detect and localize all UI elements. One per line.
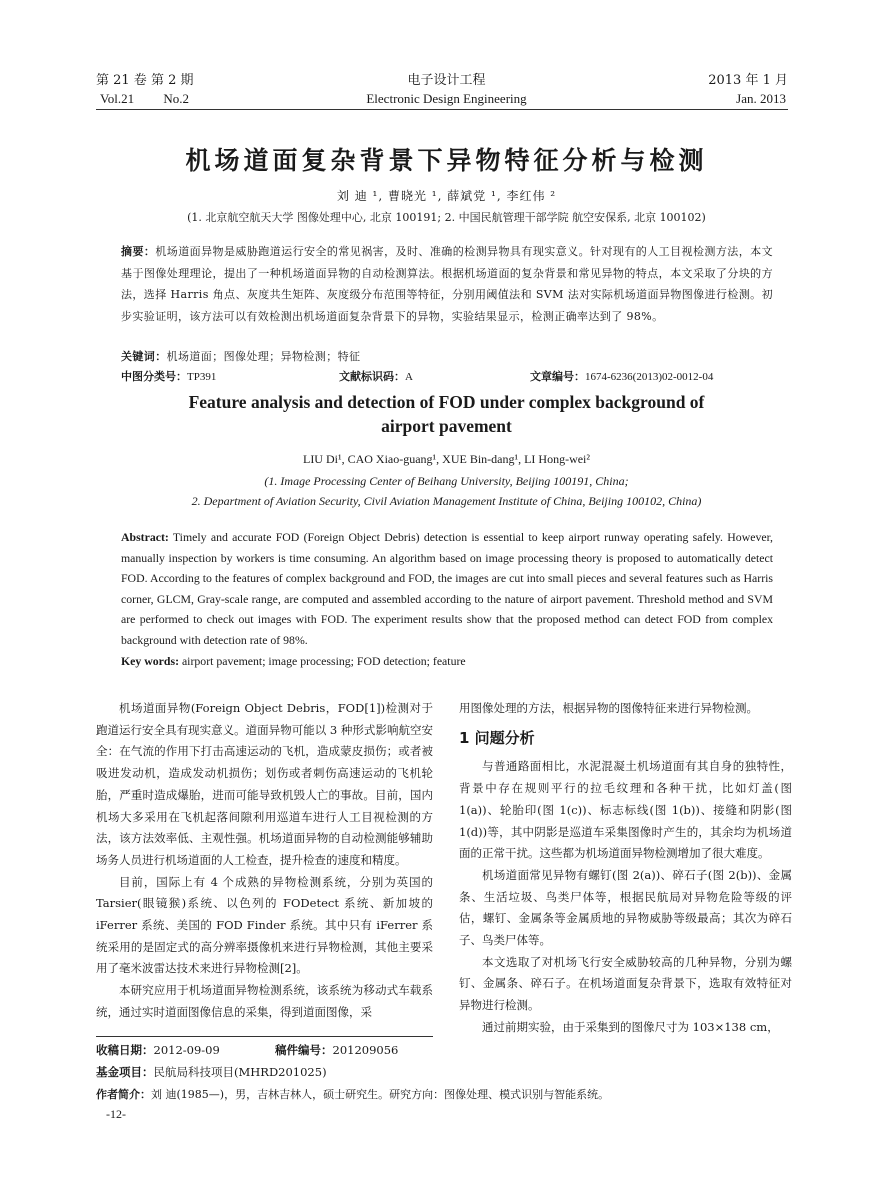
article-value: 1674-6236(2013)02-0012-04: [585, 371, 714, 383]
keywords-cn-label: 关键词：: [121, 350, 167, 363]
received-label: 收稿日期：: [96, 1043, 154, 1057]
right-paragraph-4: 通过前期实验，由于采集到的图像尺寸为 103×138 cm，: [482, 1019, 779, 1034]
header-rule: [96, 109, 788, 110]
clc-value: TP391: [187, 371, 217, 383]
footnote-rule: [96, 1036, 433, 1037]
right-paragraph-3: 本文选取了对机场飞行安全威胁较高的几种异物，分别为螺钉、金属条、碎石子。在机场道面复杂背景下，选取有效特征对异物进行检测。: [459, 954, 792, 1013]
abstract-en-label: Abstract:: [121, 530, 169, 544]
abstract-cn-text: 机场道面异物是威胁跑道运行安全的常见祸害，及时、准确的检测异物具有现实意义。针对现有的人工目视检测方法，本文基于图像处理理论，提出了一种机场道面异物的自动检测算法。根据机场道面的复杂背景和常见异物的特点，本文采取了分块的方法，选择 Harris 角点、灰度共生矩阵、灰度级分布范围等特征，分别用阈值法和 SVM 法对实际机场道面异物图像进行检测。初步实验证明，该方法可以有效检测出机场道面复杂背景下的异物，实验结果显示，检测正确率达到了 98%。: [121, 245, 773, 323]
left-paragraph-2: 目前，国际上有 4 个成熟的异物检测系统，分别为英国的 Tarsier(眼镜猴)系统、以色列的 FODetect 系统、新加坡的 iFerrer 系统、美国的 FOD Finder 系统。其中只有 iFerrer 系统采用的是固定式的高分辨率摄像机来进行异物检测，其他主要采用了毫米波雷达技术来进行异物检测[2]。: [96, 874, 433, 976]
keywords-en-label: Key words:: [121, 654, 179, 668]
doc-label: 文献标识码：: [339, 370, 405, 383]
abstract-en: [121, 527, 773, 651]
title-en-line1: Feature analysis and detection of FOD under complex background of: [188, 392, 705, 412]
authors-cn: 刘 迪 ¹, 曹晓光 ¹, 薛斌党 ¹, 李红伟 ²: [336, 189, 557, 203]
body-right-column: [459, 698, 792, 1039]
keywords-en: [121, 651, 773, 672]
received-date: [96, 1040, 220, 1061]
fund-info: [96, 1062, 327, 1083]
affiliation-en-2: 2. Department of Aviation Security, Civil Aviation Management Institute of China, Beijing 100102, China): [191, 494, 702, 508]
keywords-cn-text: 机场道面；图像处理；异物检测；特征: [166, 350, 361, 363]
clc-label: 中图分类号：: [121, 370, 187, 383]
abstract-en-text: Timely and accurate FOD (Foreign Object Debris) detection is essential to keep airport runway operating safely. However, manually inspection by workers is time consuming. An algorithm based on image processing theory is proposed to automatically detect FOD. According to the features of complex background and FOD, the images are cut into small pieces and several features such as Harris corner, GLCM, Gray-scale range, are computed and assembled according to the nature of airport pavement. Threshold method and SVM are performed to check out images with FOD. The experiment results show that the proposed method can detect FOD from complex background with detection rate of 98%.: [121, 530, 773, 647]
received-value: 2012-09-09: [153, 1043, 220, 1057]
bio-label: 作者简介：: [96, 1088, 151, 1101]
header-volume-en: Vol.21 No.2: [100, 91, 189, 106]
body-left-column: [96, 698, 433, 1024]
header-journal-cn: 电子设计工程: [407, 73, 486, 88]
manuscript-number: [275, 1040, 398, 1061]
manuscript-label: 稿件编号：: [275, 1043, 333, 1057]
fund-value: 民航局科技项目(MHRD201025): [153, 1065, 327, 1079]
article-number: [530, 368, 713, 384]
title-en-line2: airport pavement: [381, 416, 512, 436]
doc-value: A: [405, 371, 413, 383]
clc-number: [121, 368, 216, 384]
authors-en: LIU Di¹, CAO Xiao-guang¹, XUE Bin-dang¹, LI Hong-wei²: [302, 452, 590, 466]
affiliation-en-1: (1. Image Processing Center of Beihang University, Beijing 100191, China;: [264, 474, 629, 488]
keywords-cn: [121, 346, 773, 368]
left-paragraph-3: 本研究应用于机场道面异物检测系统，该系统为移动式车载系统，通过实时道面图像信息的采集，得到道面图像，采: [96, 983, 433, 1019]
right-paragraph-0: 用图像处理的方法，根据异物的图像特征来进行异物检测。: [459, 701, 758, 715]
doc-code: [339, 368, 413, 384]
section-1-title: 1 问题分析: [459, 728, 535, 747]
fund-label: 基金项目：: [96, 1065, 154, 1079]
page-number: -12-: [106, 1107, 126, 1121]
title-cn: 机场道面复杂背景下异物特征分析与检测: [185, 146, 708, 175]
left-paragraph-1: 机场道面异物(Foreign Object Debris，FOD[1])检测对于跑道运行安全具有现实意义。道面异物可能以 3 种形式影响航空安全：在气流的作用下打击高速运动的飞机，造成蒙皮损伤；或者被吸进发动机，造成发动机损伤；划伤或者刺伤高速运动的飞机轮胎，严重时造成爆胎，进而可能导致机毁人亡的事故。目前，国内机场大多采用在飞机起落间隙利用巡道车进行人工目视检测的方法，该方法效率低、主观性强。机场道面异物的自动检测能够辅助场务人员进行机场道面的人工检查，提升检查的速度和精度。: [96, 701, 433, 867]
bio-value: 刘 迪(1985—)，男，吉林吉林人，硕士研究生。研究方向：图像处理、模式识别与智能系统。: [151, 1088, 610, 1101]
abstract-cn: [121, 241, 773, 327]
affiliation-cn: (1. 北京航空航天大学 图像处理中心, 北京 100191; 2. 中国民航管理干部学院 航空安保系, 北京 100102): [187, 211, 706, 224]
header-date-en: Jan. 2013: [736, 91, 786, 106]
article-label: 文章编号：: [530, 370, 585, 383]
header-date-cn: 2013 年 1 月: [708, 73, 788, 88]
header-journal-en: Electronic Design Engineering: [366, 91, 527, 106]
abstract-cn-label: 摘要：: [121, 245, 156, 258]
author-bio: [96, 1084, 609, 1105]
header-volume-cn: 第 21 卷 第 2 期: [96, 73, 194, 88]
right-paragraph-2: 机场道面常见异物有螺钉(图 2(a))、碎石子(图 2(b))、金属条、生活垃圾、鸟类尸体等，根据民航局对异物危险等级的评估，螺钉、金属条等金属质地的异物威胁等级最高；其次为碎石子、鸟类尸体等。: [459, 867, 792, 948]
right-paragraph-1: 与普通路面相比，水泥混凝土机场道面有其自身的独特性，背景中存在规则平行的拉毛纹理和各种干扰，比如灯盖(图 1(a))、轮胎印(图 1(c))、标志标线(图 1(b))、接缝和阴影(图 1(d))等，其中阴影是巡道车采集图像时产生的，其余均为机场道面的正常干扰。这些都为机场道面异物检测增加了很大难度。: [459, 759, 792, 861]
keywords-en-text: airport pavement; image processing; FOD detection; feature: [179, 654, 466, 668]
manuscript-value: 201209056: [332, 1043, 399, 1057]
